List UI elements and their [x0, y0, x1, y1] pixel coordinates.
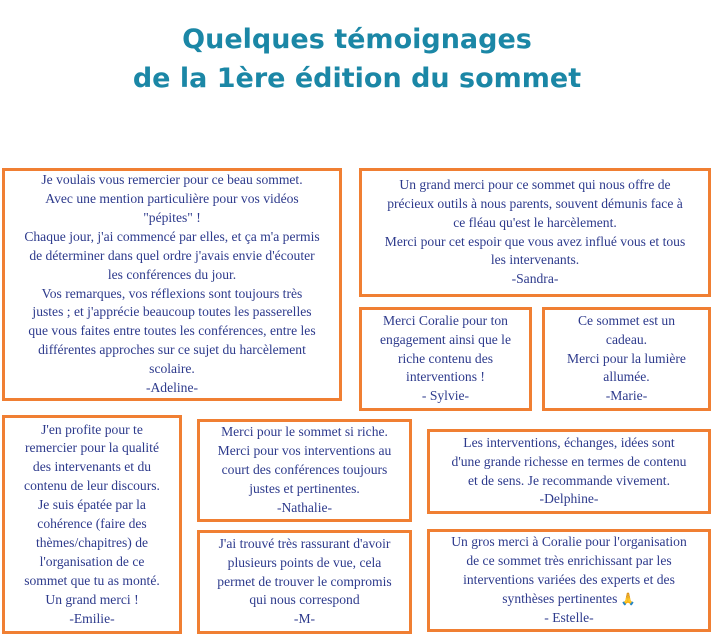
testimonial-text-line: remercier pour la qualité: [25, 440, 159, 456]
testimonial-card-marie: [542, 307, 711, 411]
testimonial-signature: -Delphine-: [539, 491, 599, 507]
testimonial-card-estelle: [427, 529, 711, 632]
testimonial-text-line: Ce sommet est un: [577, 312, 676, 328]
title-line-1: Quelques témoignages: [182, 24, 532, 55]
testimonial-text-line: justes et pertinentes.: [249, 480, 360, 496]
testimonial-text-line: court des conférences toujours: [221, 462, 388, 478]
testimonial-text-line: Chaque jour, j'ai commencé par elles, et ça m'a permis: [24, 228, 320, 244]
testimonial-text-line: riche contenu des: [397, 350, 494, 366]
testimonial-signature: -Adeline-: [145, 380, 199, 396]
testimonial-text-line: Merci pour vos interventions au: [217, 443, 392, 459]
testimonial-text-line: Les interventions, échanges, idées sont: [463, 434, 675, 450]
testimonial-text-line: de ce sommet très enrichissant par les: [466, 553, 672, 569]
testimonial-text-line: de déterminer dans quel ordre j'avais envie d'écouter: [29, 247, 315, 263]
testimonial-text-line: Merci pour cet espoir que vous avez influé vous et tous: [384, 233, 686, 249]
testimonial-text-line: les intervenants.: [490, 252, 580, 268]
testimonial-text-line: thèmes/chapitres) de: [35, 534, 149, 550]
testimonial-card-delphine: [427, 429, 711, 514]
testimonial-text-line-with-emoji: [436, 590, 702, 609]
testimonial-text-line: Avec une mention particulière pour vos vidéos: [45, 190, 299, 206]
testimonial-text-line: allumée.: [603, 369, 650, 385]
testimonial-text-line: Je voulais vous remercier pour ce beau sommet.: [41, 172, 303, 188]
testimonial-text-line: J'ai trouvé très rassurant d'avoir: [218, 535, 391, 551]
testimonial-text-line: justes ; et j'apprécie beaucoup toutes les passerelles: [32, 304, 312, 320]
testimonial-text-line: interventions !: [406, 369, 485, 385]
testimonial-text-line: interventions variées des experts et des: [463, 572, 675, 588]
testimonial-text-line: engagement ainsi que le: [380, 331, 511, 347]
testimonial-signature: -M-: [293, 611, 316, 627]
testimonial-signature: -Sandra-: [511, 271, 559, 287]
testimonial-text-line: Je suis épatée par la: [38, 497, 146, 513]
testimonial-text-line: Vos remarques, vos réflexions sont toujours très: [41, 285, 303, 301]
testimonial-text-line: contenu de leur discours.: [24, 478, 160, 494]
testimonial-text-line: Merci Coralie pour ton: [383, 312, 508, 328]
testimonial-signature: - Estelle-: [544, 609, 594, 625]
testimonial-text-line: et de sens. Je recommande vivement.: [468, 472, 670, 488]
testimonial-text-line: "pépites" !: [143, 209, 201, 225]
testimonial-text-line: l'organisation de ce: [39, 553, 145, 569]
testimonial-card-adeline: [2, 168, 342, 401]
testimonial-text-line: sommet que tu as monté.: [24, 572, 160, 588]
testimonial-text-line: cadeau.: [605, 331, 648, 347]
testimonial-signature: -Marie-: [605, 388, 648, 404]
testimonial-text-line: d'une grande richesse en termes de contenu: [451, 453, 687, 469]
testimonial-text-line: qui nous correspond: [249, 592, 360, 608]
testimonial-text-line: précieux outils à nous parents, souvent démunis face à: [387, 195, 683, 211]
testimonial-text-line: Merci pour le sommet si riche.: [221, 424, 388, 440]
testimonial-card-m: [197, 530, 412, 634]
testimonial-card-sandra: [359, 168, 711, 297]
testimonial-text-line: Un gros merci à Coralie pour l'organisation: [451, 534, 687, 550]
testimonial-text-line: différentes approches sur ce sujet du harcèlement: [38, 342, 306, 358]
testimonial-text-line: Un grand merci !: [45, 591, 139, 607]
testimonial-signature: - Sylvie-: [421, 388, 470, 404]
testimonial-text-line: que vous faites entre toutes les conférences, entre les: [28, 323, 316, 339]
testimonial-text-line: permet de trouver le compromis: [217, 573, 392, 589]
testimonial-signature: -Nathalie-: [276, 499, 333, 515]
testimonial-text-line: les conférences du jour.: [107, 266, 237, 282]
testimonial-text-line: ce fléau qu'est le harcèlement.: [453, 214, 617, 230]
testimonial-card-sylvie: [359, 307, 532, 411]
praying-hands-icon: 🙏: [620, 591, 636, 606]
testimonial-card-emilie: [2, 415, 182, 634]
testimonial-text-line: Un grand merci pour ce sommet qui nous offre de: [399, 176, 671, 192]
testimonial-text-line: plusieurs points de vue, cela: [227, 554, 382, 570]
testimonial-card-nathalie: [197, 419, 412, 522]
testimonial-text-line: scolaire.: [149, 361, 195, 377]
title-line-2: de la 1ère édition du sommet: [132, 63, 582, 94]
testimonial-text-line: des intervenants et du: [32, 459, 152, 475]
testimonial-signature: -Emilie-: [69, 610, 115, 626]
testimonial-text-line: Merci pour la lumière: [567, 350, 686, 366]
testimonial-text-line: J'en profite pour te: [41, 421, 143, 437]
testimonial-text-line: cohérence (faire des: [37, 516, 147, 532]
testimonial-text-segment: synthèses pertinentes: [502, 590, 618, 606]
